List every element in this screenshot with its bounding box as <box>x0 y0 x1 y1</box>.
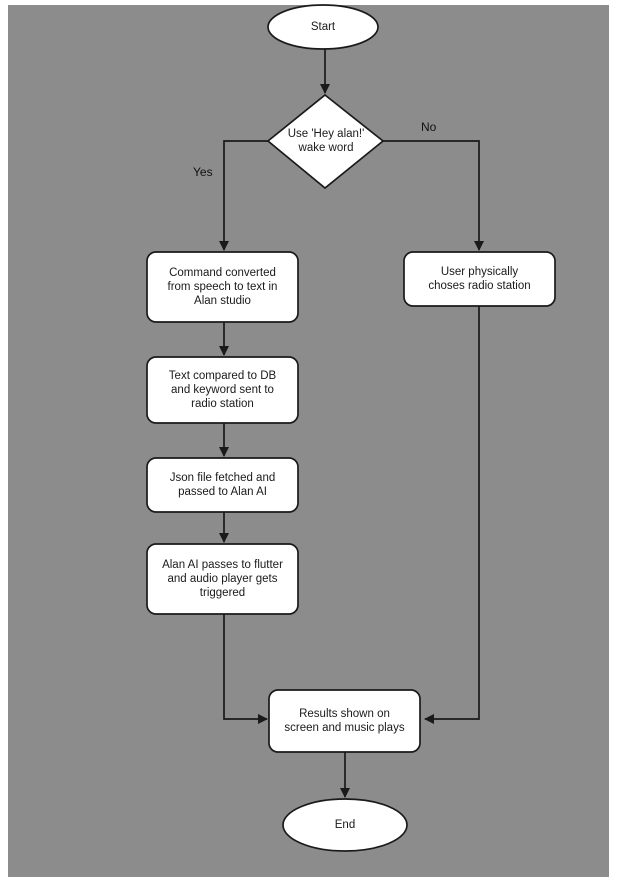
node-label-text-compared: Text compared to DB and keyword sent to radio station <box>168 370 277 410</box>
node-label-start: Start <box>310 21 336 33</box>
node-shape-decision <box>268 95 383 188</box>
node-label-json-fetched: Json file fetched and passed to Alan AI <box>169 472 276 498</box>
edge-decision-yes-to-command <box>224 141 268 250</box>
node-shape-json-fetched <box>147 458 298 512</box>
node-shape-start <box>268 5 378 49</box>
node-label-results: Results shown on screen and music plays <box>284 708 405 734</box>
node-shape-end <box>283 799 407 851</box>
edge-alan-flutter-to-results <box>224 614 267 719</box>
node-label-user-choice: User physically choses radio station <box>428 266 531 292</box>
node-shape-alan-flutter <box>147 544 298 614</box>
edge-decision-no-to-user-choice <box>383 141 479 250</box>
node-label-decision: Use 'Hey alan!' wake word <box>287 128 365 154</box>
node-label-command: Command converted from speech to text in Alan studio <box>167 267 278 307</box>
node-label-end: End <box>334 819 356 831</box>
edge-label-no: No <box>421 120 437 134</box>
edge-user-choice-to-results <box>425 306 479 719</box>
node-shape-user-choice <box>404 252 555 306</box>
node-shape-command <box>147 252 298 322</box>
node-shape-text-compared <box>147 357 298 423</box>
node-shape-results <box>269 690 420 752</box>
node-label-alan-flutter: Alan AI passes to flutter and audio player gets triggered <box>162 559 283 599</box>
node-shape-group <box>147 5 555 851</box>
edge-label-yes: Yes <box>193 165 213 179</box>
